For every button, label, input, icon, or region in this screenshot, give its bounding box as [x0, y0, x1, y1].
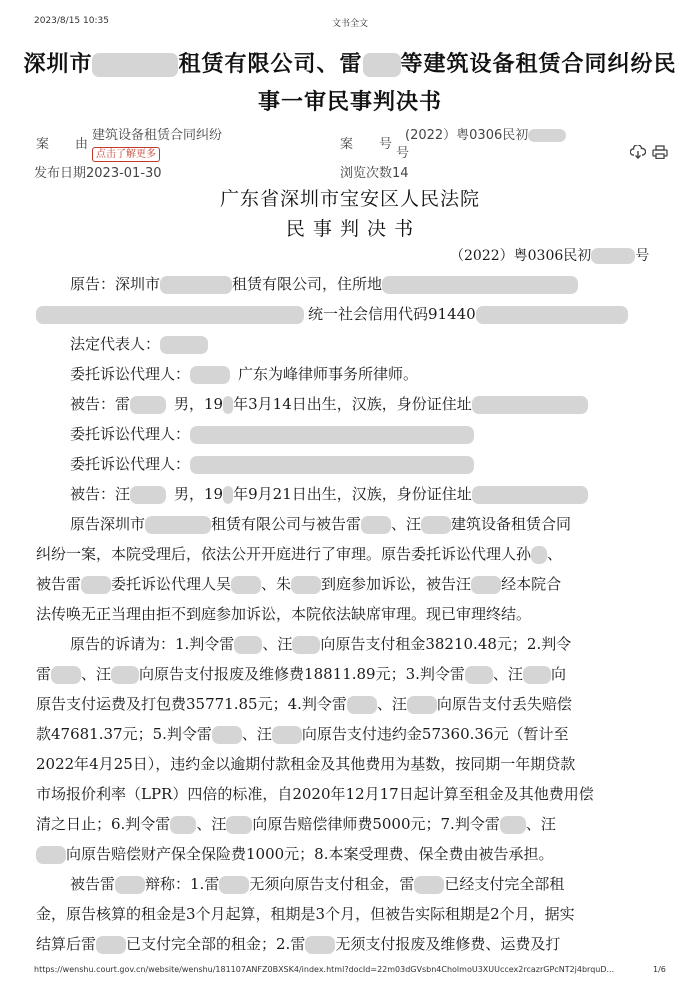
print-page-number: 1/6 — [653, 965, 666, 974]
text: 统一社会信用代码91440 — [308, 305, 476, 323]
text: 委托诉讼代理人： — [70, 455, 191, 473]
paragraph-line — [0, 574, 700, 594]
text: 建筑设备租赁合同 — [451, 515, 572, 533]
text: 、汪 — [525, 815, 556, 833]
text: 男，19 — [174, 395, 224, 413]
print-datetime: 2023/8/15 10:35 — [34, 16, 109, 26]
redaction — [500, 816, 526, 834]
redaction — [234, 636, 262, 654]
case-no-value — [405, 124, 566, 143]
redaction — [465, 666, 493, 684]
redaction — [92, 53, 178, 77]
paragraph-line — [0, 634, 700, 654]
text: 原告支付运费及打包费35771.85元；4.判令雷 — [36, 695, 347, 713]
paragraph-line — [0, 664, 700, 684]
document-title — [0, 47, 700, 78]
redaction — [96, 936, 126, 954]
redaction — [414, 876, 444, 894]
text: 、汪 — [241, 725, 272, 743]
paragraph-line — [0, 274, 700, 294]
text: 无须向原告支付租金，雷 — [249, 875, 415, 893]
paragraph-line — [0, 784, 700, 804]
text: 委托诉讼代理人： — [70, 365, 191, 383]
text: 、汪 — [376, 695, 407, 713]
redaction — [130, 396, 166, 414]
paragraph-line — [0, 544, 700, 564]
paragraph-line — [0, 514, 700, 534]
text: 被告雷 — [36, 575, 82, 593]
text: 年3月14日出生，汉族，身份证住址 — [233, 395, 472, 413]
paragraph-line — [0, 904, 700, 924]
redaction — [145, 516, 211, 534]
text: 结算后雷 — [36, 935, 97, 953]
case-reason-label: 案 由 — [36, 137, 89, 152]
redaction — [531, 546, 547, 564]
text: 、汪 — [492, 665, 523, 683]
text: 男，19 — [174, 485, 224, 503]
paragraph-line — [0, 604, 700, 624]
redaction — [471, 576, 501, 594]
paragraph-line — [0, 934, 700, 954]
paragraph-line — [0, 454, 700, 474]
text: 向原告支付丢失赔偿 — [436, 695, 572, 713]
redaction — [51, 666, 81, 684]
text: 、 — [547, 545, 563, 563]
paragraph-line — [0, 334, 700, 354]
redaction — [472, 396, 588, 414]
text: 广东为峰律师事务所律师。 — [238, 365, 419, 383]
text: 已支付完全部的租金；2.雷 — [126, 935, 306, 953]
text: 委托诉讼代理人吴 — [111, 575, 232, 593]
text: 年9月21日出生，汉族，身份证住址 — [233, 485, 472, 503]
text: 向 — [550, 665, 566, 683]
text: 向原告支付租金38210.48元；2.判令 — [320, 635, 572, 653]
redaction — [219, 876, 249, 894]
text: 市场报价利率（LPR）四倍的标准，自2020年12月17日起计算至租金及其他费用偿 — [36, 785, 594, 803]
text: 、汪 — [262, 635, 293, 653]
redaction — [190, 456, 474, 474]
print-icon[interactable] — [652, 145, 668, 159]
text: 纠纷一案，本院受理后，依法公开开庭进行了审理。原告委托诉讼代理人孙 — [36, 545, 532, 563]
redaction — [361, 516, 391, 534]
redaction — [36, 846, 66, 864]
text: 经本院合 — [501, 575, 562, 593]
paragraph-line — [0, 844, 700, 864]
text: 被告：汪 — [70, 485, 131, 503]
redaction — [160, 336, 208, 354]
redaction — [291, 576, 321, 594]
redaction — [212, 726, 242, 744]
paragraph-line — [0, 364, 700, 384]
redaction — [190, 366, 230, 384]
redaction — [421, 516, 451, 534]
paragraph-line — [0, 394, 700, 414]
learn-more-link[interactable] — [92, 142, 160, 162]
text: 向原告赔偿律师费5000元；7.判令雷 — [252, 815, 500, 833]
case-number-suffix: 号 — [635, 248, 650, 264]
text: 向原告赔偿财产保全保险费1000元；8.本案受理费、保全费由被告承担。 — [66, 845, 554, 863]
text: 委托诉讼代理人： — [70, 425, 191, 443]
redaction — [170, 816, 196, 834]
text: 款47681.37元；5.判令雷 — [36, 725, 212, 743]
document-type: 民 事 判 决 书 — [285, 218, 415, 240]
text: 清之日止；6.判令雷 — [36, 815, 171, 833]
text: 向原告支付报废及维修费18811.89元；3.判令雷 — [139, 665, 465, 683]
text: 、汪 — [391, 515, 422, 533]
learn-more-tag[interactable]: 点击了解更多 — [92, 147, 160, 162]
text: 原告深圳市 — [70, 515, 146, 533]
paragraph-line — [0, 424, 700, 444]
redaction — [226, 816, 252, 834]
text: 到庭参加诉讼，被告汪 — [321, 575, 472, 593]
redaction — [382, 276, 578, 294]
text: 雷 — [36, 665, 52, 683]
redaction — [272, 726, 302, 744]
redaction — [523, 666, 551, 684]
paragraph-line — [0, 694, 700, 714]
redaction — [223, 396, 233, 414]
redaction — [223, 486, 233, 504]
text: 2022年4月25日），违约金以逾期付款租金及其他费用为基数，按同期一年期贷款 — [36, 755, 576, 773]
redaction — [115, 876, 145, 894]
text: 被告雷 — [70, 875, 116, 893]
redaction — [472, 486, 588, 504]
title-segment: 租赁有限公司、雷 — [178, 52, 363, 77]
case-number-prefix: （2022）粤0306民初 — [450, 248, 592, 264]
text: 辩称：1.雷 — [145, 875, 220, 893]
text: 无须支付报废及维修费、运费及打 — [335, 935, 561, 953]
redaction — [407, 696, 437, 714]
redaction — [528, 129, 566, 142]
redaction — [36, 306, 304, 324]
paragraph-line — [0, 874, 700, 894]
print-page-title: 文书全文 — [331, 19, 368, 29]
text: 被告：雷 — [70, 395, 131, 413]
title-segment: 等建筑设备租赁合同纠纷民 — [400, 52, 677, 77]
court-name: 广东省深圳市宝安区人民法院 — [219, 188, 480, 210]
redaction — [130, 486, 166, 504]
redaction — [111, 666, 139, 684]
text: 法定代表人： — [70, 335, 161, 353]
court-case-number — [450, 245, 649, 265]
redaction — [160, 276, 232, 294]
text: 租赁有限公司，住所地 — [232, 275, 383, 293]
publish-date: 发布日期2023-01-30 — [34, 166, 162, 181]
case-no-suffix: 号 — [396, 146, 410, 161]
text: 原告的诉请为：1.判令雷 — [70, 635, 235, 653]
paragraph-line — [0, 814, 700, 834]
title-segment: 深圳市 — [23, 52, 93, 77]
redaction — [363, 53, 401, 77]
paragraph-line — [0, 754, 700, 774]
text: 向原告支付违约金57360.36元（暂计至 — [301, 725, 569, 743]
text: 原告：深圳市 — [70, 275, 161, 293]
redaction — [476, 306, 628, 324]
text: 、朱 — [261, 575, 292, 593]
paragraph-line — [0, 484, 700, 504]
case-no-label: 案 号 — [340, 137, 393, 152]
case-reason-value: 建筑设备租赁合同纠纷 — [92, 128, 223, 143]
redaction — [231, 576, 261, 594]
text: 、汪 — [196, 815, 227, 833]
redaction — [292, 636, 320, 654]
redaction — [305, 936, 335, 954]
download-icon[interactable] — [630, 145, 646, 159]
document-title-line2: 事一审民事判决书 — [257, 90, 442, 115]
case-no-text: (2022）粤0306民初 — [405, 128, 529, 143]
text: 、汪 — [81, 665, 112, 683]
text: 已经支付完全部租 — [444, 875, 565, 893]
view-count: 浏览次数14 — [340, 166, 409, 181]
print-url: https://wenshu.court.gov.cn/website/wenshu/181107ANFZ0BXSK4/index.html?docId=22m03dGVsbn4CholmoU3XUUccex2rcazrGPcNT2j4brquD... — [34, 965, 615, 974]
paragraph-line — [0, 304, 700, 324]
redaction — [347, 696, 377, 714]
redaction — [190, 426, 474, 444]
paragraph-line — [0, 724, 700, 744]
redaction — [81, 576, 111, 594]
text: 法传唤无正当理由拒不到庭参加诉讼，本院依法缺席审理。现已审理终结。 — [36, 605, 532, 623]
text: 租赁有限公司与被告雷 — [211, 515, 362, 533]
text: 金，原告核算的租金是3个月起算，租期是3个月，但被告实际租期是2个月，据实 — [36, 905, 575, 923]
redaction — [591, 248, 635, 264]
